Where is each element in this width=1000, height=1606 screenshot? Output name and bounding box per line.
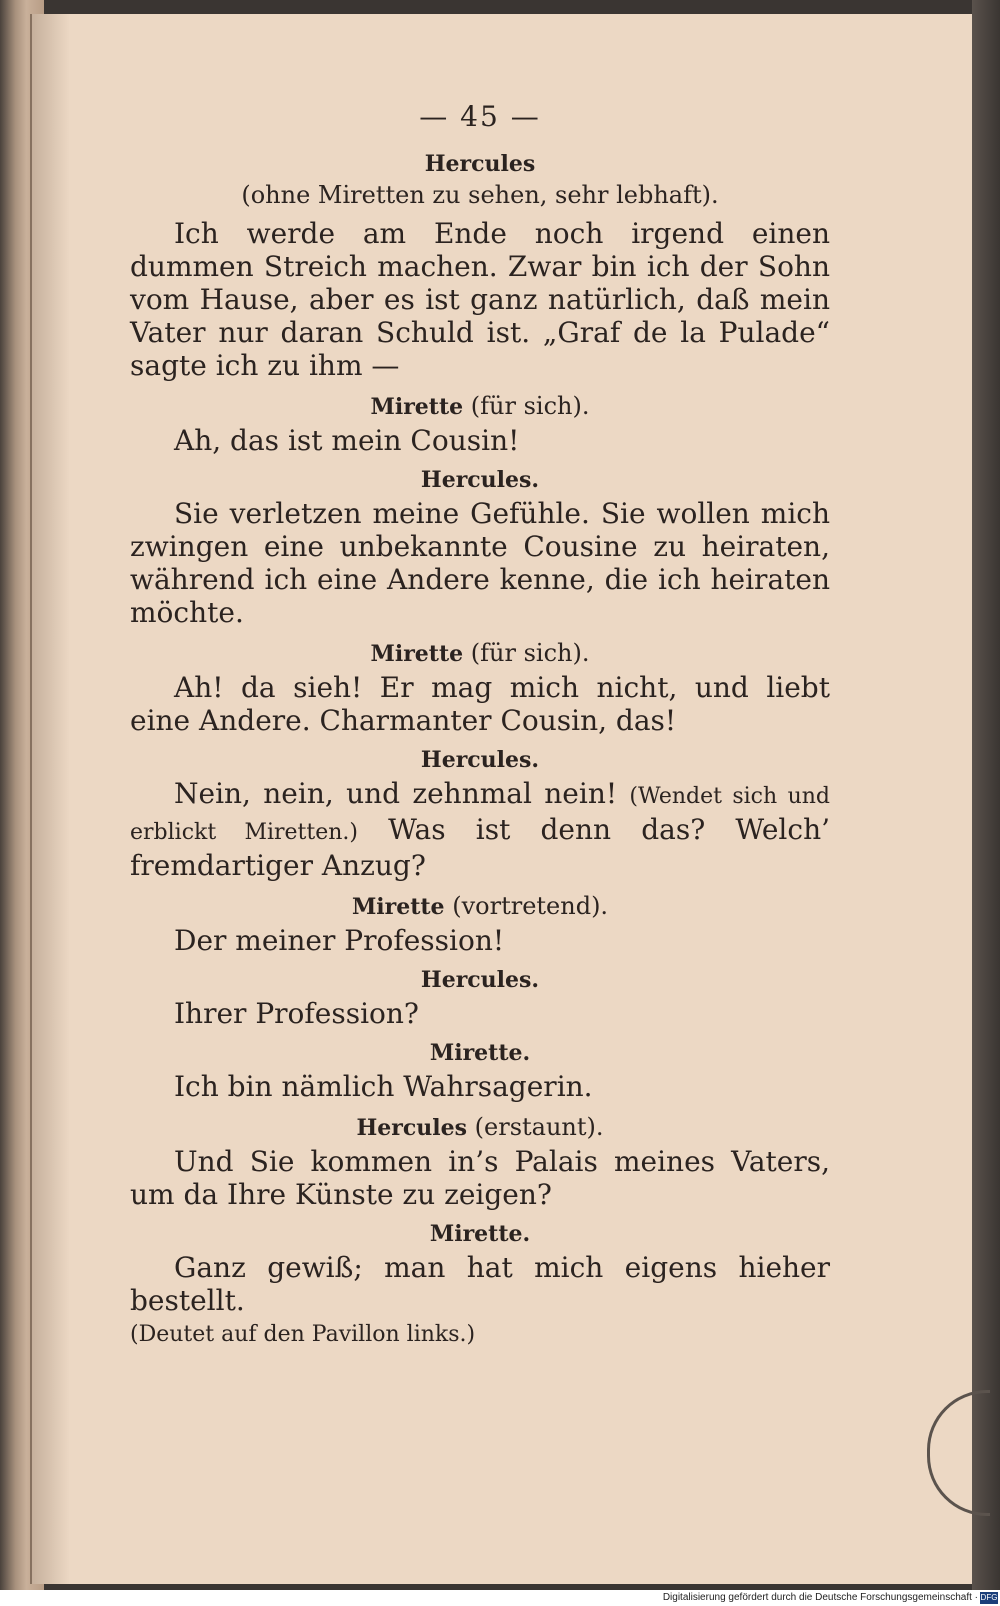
dialogue-line: Ihrer Profession? bbox=[174, 997, 419, 1030]
dialogue-line: Ich werde am Ende noch irgend einen dummen Streich machen. Zwar bin ich der Sohn vom Hause, aber es ist ganz natürlich, daß mein Vater nur daran Schuld ist. „Graf de la Pulade“ sagte ich zu ihm — bbox=[130, 217, 830, 382]
speaker-heading: Hercules bbox=[424, 151, 536, 177]
stage-direction: (Deutet auf den Pavillon links.) bbox=[130, 1322, 476, 1347]
speaker-heading: Mirette. bbox=[429, 1221, 531, 1247]
page-gutter-shadow bbox=[30, 14, 70, 1584]
page-content bbox=[130, 100, 830, 1359]
speaker-heading: Mirette. bbox=[429, 1040, 531, 1066]
speaker-heading: Mirette (vortretend). bbox=[351, 892, 609, 920]
speaker-heading: Mirette (für sich). bbox=[370, 639, 590, 667]
footer-credit: Digitalisierung gefördert durch die Deutsche Forschungsgemeinschaft · bbox=[662, 1592, 978, 1603]
speaker-heading: Hercules. bbox=[420, 967, 540, 993]
dialogue-line: Ah! da sieh! Er mag mich nicht, und liebt eine Andere. Charmanter Cousin, das! bbox=[130, 671, 830, 737]
dialogue-line: Ganz gewiß; man hat mich eigens hieher bestellt. bbox=[130, 1251, 830, 1317]
speaker-heading: Hercules (erstaunt). bbox=[356, 1113, 604, 1141]
stage-direction: (ohne Miretten zu sehen, sehr lebhaft). bbox=[241, 181, 719, 209]
scan-background-right bbox=[972, 0, 1000, 1606]
dfg-logo: DFG bbox=[980, 1593, 998, 1602]
dialogue-line: Ah, das ist mein Cousin! bbox=[174, 424, 520, 457]
dialogue-line: Nein, nein, und zehnmal nein! (Wendet sich und erblickt Miretten.) Was ist denn das? Welch’ fremdartiger Anzug? bbox=[130, 777, 831, 882]
dialogue-line: Der meiner Profession! bbox=[174, 924, 505, 957]
dialogue-line: Ich bin nämlich Wahrsagerin. bbox=[174, 1070, 593, 1103]
dialogue-line: Sie verletzen meine Gefühle. Sie wollen mich zwingen eine unbekannte Cousine zu heiraten, während ich eine Andere kenne, die ich heiraten möchte. bbox=[130, 497, 830, 629]
speaker-heading: Hercules. bbox=[420, 747, 540, 773]
page-number: — 45 — bbox=[419, 100, 541, 133]
speaker-heading: Mirette (für sich). bbox=[370, 392, 590, 420]
speaker-heading: Hercules. bbox=[420, 467, 540, 493]
inline-stage-direction: (Wendet sich und erblickt Miretten.) bbox=[130, 784, 830, 845]
dialogue-line: Und Sie kommen in’s Palais meines Vaters, um da Ihre Künste zu zeigen? bbox=[130, 1145, 830, 1211]
